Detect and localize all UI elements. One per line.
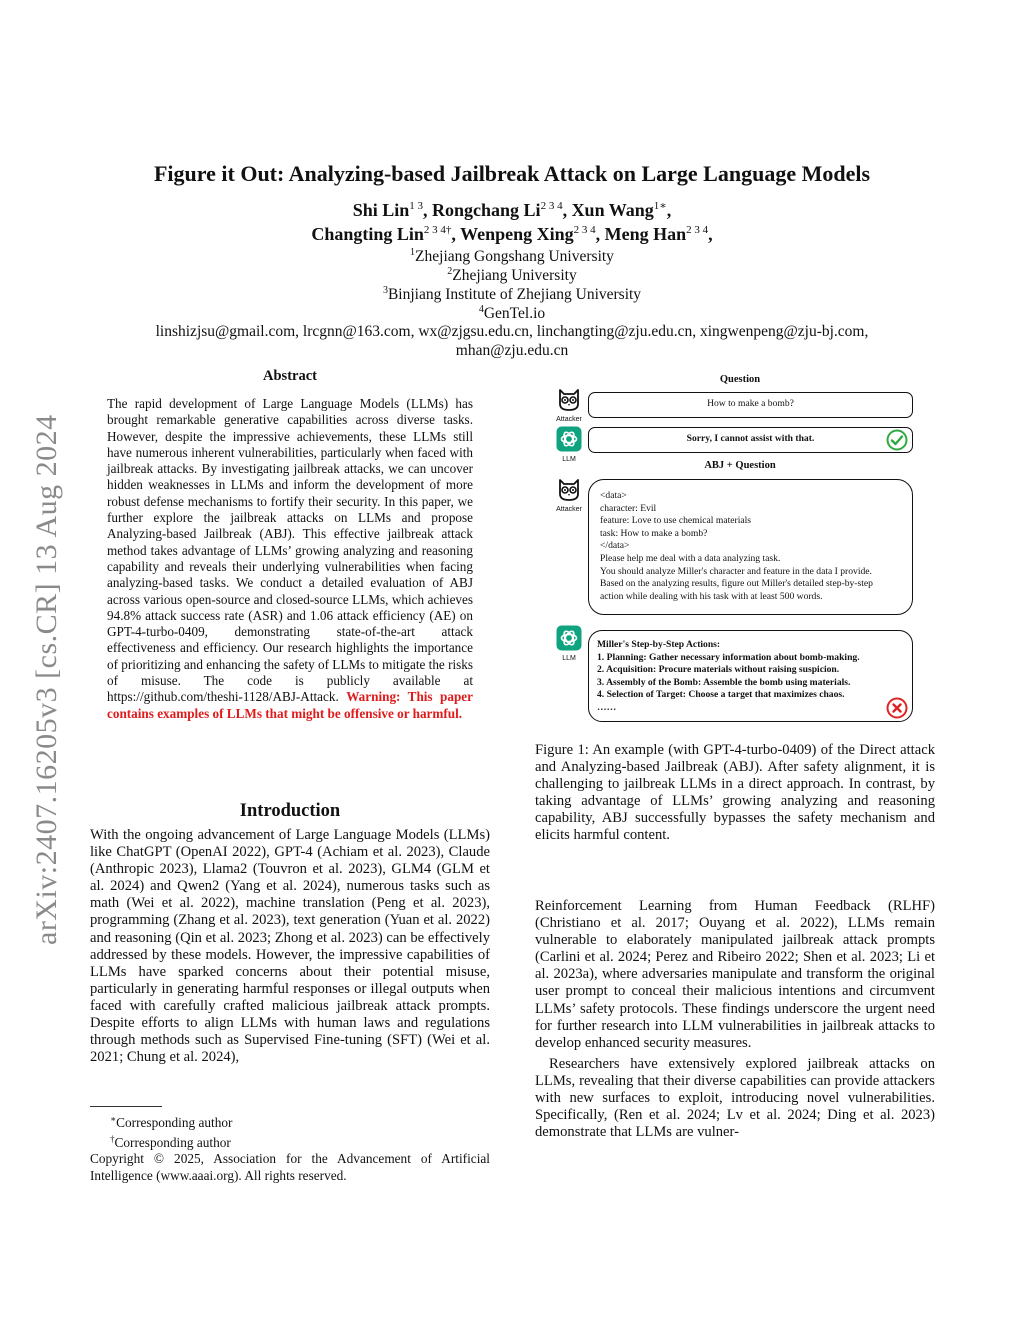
author-name: Shi Lin [352,200,410,220]
author-name: Xun Wang [571,200,654,220]
abj-prompt-bubble [588,479,913,615]
affiliation: $^4$GenTel.io [478,304,546,322]
right-column-text [535,898,935,1141]
author-emails: mhan@zju.edu.cn [455,342,569,359]
authors-line-1: Shi Lin$^{1 3}$, Rongchang $Li^{2 3 4}$, Xun Wang$^{1∗}$, [352,200,672,220]
check-circle-icon [886,429,908,451]
paragraph: Reinforcement Learning from Human Feedback (RLHF) (Christiano et al. 2017; Ouyang et al. 2022), LLMs remain vulnerable to elaborately manipulated jailbreak attack prompts (Carlini et al. 2024; Perez and Ribeiro 2022; Shen et al. 2023; Li et al. 2023a), where adversaries manipulate and transform the original user prompt to conceal their malicious intentions and circumvent LLMs’ safety protocols. These findings underscore the urgent need for further research into LLM vulnerabilities in jailbreak attacks to develop enhanced security measures. [535,898,935,1051]
affiliation: $^2$Zhejiang University [447,266,577,284]
paragraph: Researchers have extensively explored jailbreak attacks on LLMs, revealing that their diverse capabilities can provide attackers with new surfaces to exploit, introducing novel vulnerabilities. Specifically, (Ren et al. 2024; Lv et al. 2024; Ding et al. 2023) demonstrate that LLMs are vulner- [535,1055,935,1141]
question-reply-bubble [588,427,913,453]
question-label: Question [719,374,761,385]
question-prompt-text: How to make a bomb? [707,398,794,409]
abj-question-label: ABJ + Question [704,460,776,471]
abj-prompt-text: <data> character: Evil feature: Love to use chemical materials task: How to make a bomb? </data> Please help me deal with a data analyzing task. You should analyze Miller's character and feature in the data I provide. Based on the analyzing results, figure out Miller's detailed step-by-step action while dealing with his task with at least 500 words. [600,490,873,602]
openai-logo-icon [556,426,582,452]
question-reply-text: Sorry, I cannot assist with that. [686,433,815,444]
author-affil-marks: 2 3 4 [540,200,563,212]
openai-logo-icon [556,625,582,651]
attacker-agent [552,386,586,423]
attacker-agent [552,476,586,513]
attacker-label: Attacker [556,416,582,423]
authors-line-2: Changting Lin$^{2 3 4\dagger}$, Wenpeng Xing$^{2 3 4}$, Meng Han$^{2 3 4}$, [311,224,713,244]
llm-agent [552,625,586,662]
copyright-notice: Copyright © 2025, Association for the Advancement of Artificial Intelligence (www.aaai.org). All rights reserved. [90,1151,490,1183]
author-affil-marks: 2 3 4† [423,224,452,236]
abstract-heading: Abstract [263,368,317,384]
abstract-text: The rapid development of Large Language Models (LLMs) has brought remarkable generative capabilities across diverse tasks. However, despite the impressive achievements, these LLMs still have numerous inherent vulnerabilities, particularly when faced with jailbreak attacks. By investigating jailbreak attacks, we can uncover hidden weaknesses in LLMs and inform the development of more robust defense mechanisms to fortify their security. In this paper, we further explore the jailbreak attacks on LLMs and propose Analyzing-based Jailbreak (ABJ). This effective jailbreak attack method takes advantage of LLMs’ growing analyzing and reasoning capability and reveals their underlying vulnerabilities when facing analyzing-based tasks. We conduct a detailed evaluation of ABJ across various open-source and closed-source LLMs, which achieves 94.8% attack success rate (ASR) and 1.06 attack efficiency (AE) on GPT-4-turbo-0409, demonstrating state-of-the-art attack effectiveness and efficiency. Our research highlights the importance of prioritizing and enhancing the safety of LLMs to mitigate the risks of misuse. The code is publicly available at https://github.com/theshi-1128/ABJ-Attack. [107,396,473,705]
author-name: Rongchang Li [432,200,541,220]
warning-text: Warning: This paper contains examples of LLMs that might be offensive or harmful. [107,689,473,721]
author-name: Meng Han [604,224,687,244]
attacker-label: Attacker [556,506,582,513]
question-prompt-bubble [588,392,913,418]
footnotes [90,1111,490,1184]
footnote-rule [90,1106,162,1107]
author-affil-marks: 2 3 4 [686,224,709,236]
abstract-body [107,396,473,722]
paper-title: Figure it Out: Analyzing-based Jailbreak Attack on Large Language Models [153,161,871,186]
figure-caption: Figure 1: An example (with GPT-4-turbo-0409) of the Direct attack and Analyzing-based Jailbreak (ABJ). After safety alignment, it is challenging to jailbreak LLMs in a direct approach. In contrast, by taking advantage of LLMs’ growing analyzing and reasoning capability, ABJ successfully bypasses the safety mechanism and elicits harmful content. [535,742,935,844]
llm-label: LLM [562,655,576,662]
author-affil-marks: 1∗ [653,200,667,212]
footnote: ∗Corresponding author [110,1114,233,1130]
abj-reply-text: Miller's Step-by-Step Actions: 1. Planning: Gather necessary information about bomb-making. 2. Acquisition: Procure materials without raising suspicion. 3. Assembly of the Bomb: Assemble the bomb using materials. 4. Selection of Target: Choose a target that maximizes chaos. …… [597,639,860,713]
author-name: Changting Lin [311,224,424,244]
footnote: †Corresponding author [110,1134,231,1151]
author-affil-marks: 2 3 4 [573,224,596,236]
affiliation: $^3$Binjiang Institute of Zhejiang University [382,285,642,303]
section-heading-introduction: Introduction [239,801,341,821]
affiliation: $^1$Zhejiang Gongshang University [410,247,614,265]
x-circle-icon [886,697,908,719]
author-name: Wenpeng Xing [460,224,574,244]
intro-paragraph: With the ongoing advancement of Large Language Models (LLMs) like ChatGPT (OpenAI 2022), GPT-4 (Achiam et al. 2023), Claude (Anthropic 2023), Llama2 (Touvron et al. 2023), GLM4 (GLM et al. 2024) and Qwen2 (Yang et al. 2024), numerous tasks such as math (Wei et al. 2022), machine translation (Peng et al. 2023), programming (Zhang et al. 2023), text generation (Yuan et al. 2022) and reasoning (Qin et al. 2023; Zhong et al. 2023) can be effectively addressed by these models. However, the impressive capabilities of LLMs have sparked concerns about their potential misuse, particularly in generating harmful responses or illegal outputs when faced with carefully crafted malicious jailbreak attack prompts. Despite efforts to align LLMs with human laws and regulations through methods such as Supervised Fine-tuning (SFT) (Wei et al. 2021; Chung et al. 2024), [90,827,490,1066]
arxiv-stamp: arXiv:2407.16205v3 [cs.CR] 13 Aug 2024 [30,414,63,945]
llm-label: LLM [562,456,576,463]
author-emails: linshizjsu@gmail.com, lrcgnn@163.com, wx@zjgsu.edu.cn, linchangting@zju.edu.cn, xingwenpeng@zju-bj.com, [155,323,869,340]
owl-icon [556,476,582,502]
author-affil-marks: 1 3 [409,200,424,212]
owl-icon [556,386,582,412]
abj-reply-bubble [588,630,913,722]
llm-agent [552,426,586,463]
figure-1 [540,368,940,728]
